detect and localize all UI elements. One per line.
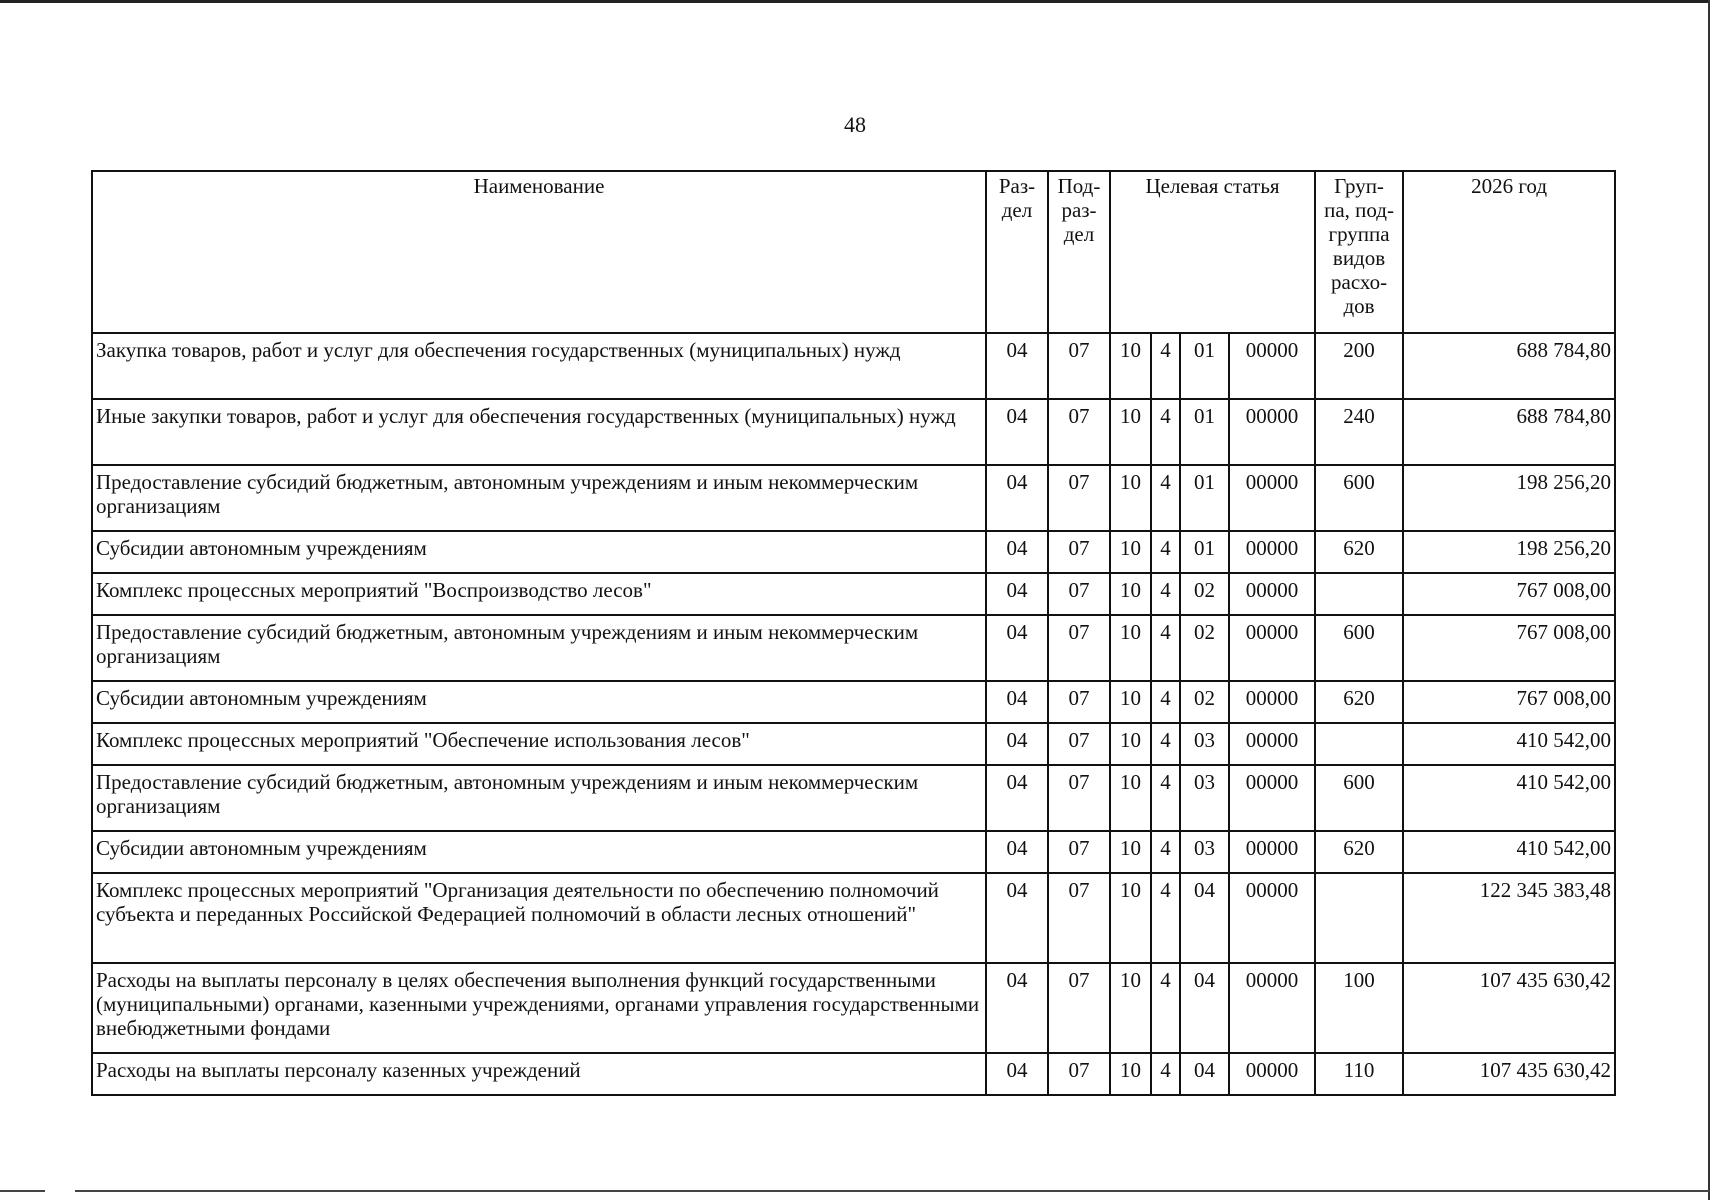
row-amount: 688 784,80 (1403, 399, 1615, 465)
row-section: 04 (986, 681, 1048, 723)
row-target-complex: 04 (1180, 1053, 1229, 1095)
table-row (92, 681, 1615, 723)
row-name: Предоставление субсидий бюджетным, автономным учреждениям и иным некоммерческим организациям (92, 465, 986, 531)
page-border-bottom (75, 1190, 1710, 1192)
row-target-complex: 01 (1180, 531, 1229, 573)
row-amount: 198 256,20 (1403, 531, 1615, 573)
table-row (92, 531, 1615, 573)
table-row (92, 399, 1615, 465)
row-section: 04 (986, 333, 1048, 399)
row-target-complex: 04 (1180, 963, 1229, 1053)
row-target-program: 10 (1110, 399, 1151, 465)
row-target-type: 4 (1151, 681, 1180, 723)
row-subsection: 07 (1048, 531, 1110, 573)
row-amount: 767 008,00 (1403, 573, 1615, 615)
row-target-direction: 00000 (1229, 831, 1315, 873)
row-expense-group: 620 (1315, 681, 1403, 723)
row-target-direction: 00000 (1229, 333, 1315, 399)
row-target-direction: 00000 (1229, 963, 1315, 1053)
row-target-direction: 00000 (1229, 765, 1315, 831)
row-target-type: 4 (1151, 963, 1180, 1053)
row-subsection: 07 (1048, 723, 1110, 765)
header-name: Наименование (92, 171, 986, 333)
row-target-type: 4 (1151, 873, 1180, 963)
row-subsection: 07 (1048, 1053, 1110, 1095)
row-target-program: 10 (1110, 573, 1151, 615)
row-expense-group: 100 (1315, 963, 1403, 1053)
row-target-direction: 00000 (1229, 873, 1315, 963)
row-expense-group (1315, 573, 1403, 615)
row-name: Субсидии автономным учреждениям (92, 531, 986, 573)
table-row (92, 963, 1615, 1053)
row-amount: 410 542,00 (1403, 765, 1615, 831)
row-expense-group (1315, 873, 1403, 963)
row-target-direction: 00000 (1229, 573, 1315, 615)
header-subsection: Под- раз- дел (1048, 171, 1110, 333)
row-target-direction: 00000 (1229, 681, 1315, 723)
row-expense-group: 620 (1315, 831, 1403, 873)
row-subsection: 07 (1048, 873, 1110, 963)
row-expense-group (1315, 723, 1403, 765)
table-header (92, 171, 1615, 333)
row-target-type: 4 (1151, 573, 1180, 615)
row-section: 04 (986, 615, 1048, 681)
row-target-direction: 00000 (1229, 531, 1315, 573)
row-amount: 410 542,00 (1403, 831, 1615, 873)
budget-table (91, 170, 1616, 1096)
page-border-bottom-left (0, 1190, 45, 1192)
row-target-direction: 00000 (1229, 615, 1315, 681)
row-section: 04 (986, 723, 1048, 765)
row-section: 04 (986, 963, 1048, 1053)
row-expense-group: 240 (1315, 399, 1403, 465)
row-amount: 767 008,00 (1403, 615, 1615, 681)
row-subsection: 07 (1048, 765, 1110, 831)
row-target-type: 4 (1151, 399, 1180, 465)
row-target-direction: 00000 (1229, 399, 1315, 465)
row-name: Предоставление субсидий бюджетным, автономным учреждениям и иным некоммерческим организациям (92, 765, 986, 831)
row-target-complex: 03 (1180, 723, 1229, 765)
row-name: Субсидии автономным учреждениям (92, 681, 986, 723)
row-name: Расходы на выплаты персоналу казенных учреждений (92, 1053, 986, 1095)
page-number: 48 (844, 112, 866, 137)
row-amount: 198 256,20 (1403, 465, 1615, 531)
row-name: Расходы на выплаты персоналу в целях обеспечения выполнения функций государственными (муниципальными) органами, казенными учреждениями, органами управления государственными внебюджетными фондами (92, 963, 986, 1053)
row-subsection: 07 (1048, 831, 1110, 873)
row-target-complex: 01 (1180, 465, 1229, 531)
row-expense-group: 620 (1315, 531, 1403, 573)
header-expense-group: Груп- па, под- группа видов расхо- дов (1315, 171, 1403, 333)
row-expense-group: 200 (1315, 333, 1403, 399)
row-target-complex: 03 (1180, 765, 1229, 831)
row-subsection: 07 (1048, 399, 1110, 465)
row-target-type: 4 (1151, 723, 1180, 765)
row-name: Субсидии автономным учреждениям (92, 831, 986, 873)
page-border-top (0, 0, 1710, 3)
row-target-program: 10 (1110, 831, 1151, 873)
table-row (92, 615, 1615, 681)
row-expense-group: 600 (1315, 765, 1403, 831)
row-target-type: 4 (1151, 465, 1180, 531)
row-amount: 107 435 630,42 (1403, 1053, 1615, 1095)
row-target-direction: 00000 (1229, 1053, 1315, 1095)
row-amount: 122 345 383,48 (1403, 873, 1615, 963)
row-target-complex: 04 (1180, 873, 1229, 963)
table-body (92, 333, 1615, 1095)
row-target-complex: 01 (1180, 399, 1229, 465)
table-row (92, 831, 1615, 873)
row-subsection: 07 (1048, 333, 1110, 399)
row-target-program: 10 (1110, 1053, 1151, 1095)
row-section: 04 (986, 573, 1048, 615)
table-row (92, 573, 1615, 615)
row-name: Закупка товаров, работ и услуг для обеспечения государственных (муниципальных) нужд (92, 333, 986, 399)
row-name: Комплекс процессных мероприятий "Организация деятельности по обеспечению полномочий субъекта и переданных Российской Федерацией полномочий в области лесных отношений" (92, 873, 986, 963)
row-target-program: 10 (1110, 615, 1151, 681)
table-row (92, 333, 1615, 399)
row-amount: 410 542,00 (1403, 723, 1615, 765)
row-target-complex: 02 (1180, 681, 1229, 723)
row-target-type: 4 (1151, 615, 1180, 681)
row-name: Комплекс процессных мероприятий "Обеспечение использования лесов" (92, 723, 986, 765)
row-subsection: 07 (1048, 615, 1110, 681)
header-target-article: Целевая статья (1110, 171, 1315, 333)
row-target-complex: 02 (1180, 615, 1229, 681)
row-target-complex: 02 (1180, 573, 1229, 615)
row-target-type: 4 (1151, 1053, 1180, 1095)
row-subsection: 07 (1048, 681, 1110, 723)
row-expense-group: 110 (1315, 1053, 1403, 1095)
row-section: 04 (986, 873, 1048, 963)
row-subsection: 07 (1048, 465, 1110, 531)
table-row (92, 723, 1615, 765)
row-target-program: 10 (1110, 765, 1151, 831)
row-expense-group: 600 (1315, 465, 1403, 531)
row-name: Предоставление субсидий бюджетным, автономным учреждениям и иным некоммерческим организациям (92, 615, 986, 681)
row-target-program: 10 (1110, 873, 1151, 963)
row-target-type: 4 (1151, 831, 1180, 873)
row-expense-group: 600 (1315, 615, 1403, 681)
header-year: 2026 год (1403, 171, 1615, 333)
table-row (92, 465, 1615, 531)
row-section: 04 (986, 531, 1048, 573)
row-amount: 107 435 630,42 (1403, 963, 1615, 1053)
row-section: 04 (986, 1053, 1048, 1095)
row-target-direction: 00000 (1229, 465, 1315, 531)
row-target-program: 10 (1110, 723, 1151, 765)
row-section: 04 (986, 765, 1048, 831)
table-row (92, 1053, 1615, 1095)
table-row (92, 873, 1615, 963)
row-subsection: 07 (1048, 573, 1110, 615)
row-section: 04 (986, 831, 1048, 873)
header-section: Раз- дел (986, 171, 1048, 333)
row-amount: 688 784,80 (1403, 333, 1615, 399)
row-target-direction: 00000 (1229, 723, 1315, 765)
row-target-program: 10 (1110, 531, 1151, 573)
row-section: 04 (986, 399, 1048, 465)
row-target-program: 10 (1110, 963, 1151, 1053)
row-target-type: 4 (1151, 765, 1180, 831)
row-target-complex: 01 (1180, 333, 1229, 399)
row-target-type: 4 (1151, 531, 1180, 573)
row-name: Иные закупки товаров, работ и услуг для обеспечения государственных (муниципальных) нужд (92, 399, 986, 465)
row-name: Комплекс процессных мероприятий "Воспроизводство лесов" (92, 573, 986, 615)
row-subsection: 07 (1048, 963, 1110, 1053)
row-target-type: 4 (1151, 333, 1180, 399)
row-target-program: 10 (1110, 465, 1151, 531)
table-row (92, 765, 1615, 831)
row-target-program: 10 (1110, 333, 1151, 399)
row-amount: 767 008,00 (1403, 681, 1615, 723)
row-target-complex: 03 (1180, 831, 1229, 873)
row-section: 04 (986, 465, 1048, 531)
row-target-program: 10 (1110, 681, 1151, 723)
